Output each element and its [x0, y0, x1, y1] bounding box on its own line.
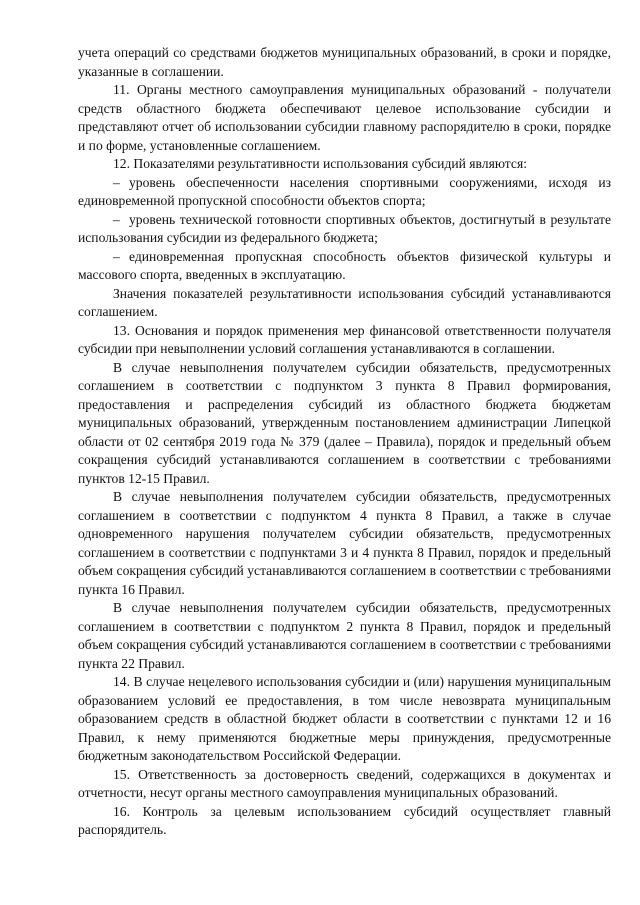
dash-bullet: – — [113, 211, 120, 227]
indicator-item-throughput-capacity — [78, 248, 611, 285]
paragraph-13-case-subpoint-3: В случае невыполнения получателем субсидии обязательств, предусмотренных соглашением в соответствии с подпунктом 3 пункта 8 Правил формирования, предоставления и распределения субсидий из областного бюджета бюджетам муниципальных образований, утвержденным постановлением администрации Липецкой области от 02 сентября 2019 года № 379 (далее – Правила), порядок и предельный объем сокращения субсидий устанавливаются соглашением в соответствии с требованиями пунктов 12-15 Правил. — [78, 359, 611, 486]
document-page — [78, 44, 611, 840]
paragraph-15-accountability: 15. Ответственность за достоверность сведений, содержащихся в документах и отчетности, несут органы местного самоуправления муниципальных образований. — [78, 766, 611, 800]
paragraph-14-misuse: 14. В случае нецелевого использования субсидии и (или) нарушения муниципальным образованием условий ее предоставления, в том числе невозврата муниципальным образованием средств в областной бюджет области в соответствии с пунктами 12 и 16 Правил, к нему применяются бюджетные меры принуждения, предусмотренные бюджетным законодательством Российской Федерации. — [78, 674, 611, 763]
dash-bullet: – — [113, 248, 120, 264]
paragraph-continuation: учета операций со средствами бюджетов муниципальных образований, в сроки и порядке, указанные в соглашении. — [78, 45, 611, 79]
paragraph-13-financial-responsibility: 13. Основания и порядок применения мер финансовой ответственности получателя субсидии при невыполнении условий соглашения устанавливаются в соглашении. — [78, 322, 611, 356]
indicator-text: уровень технической готовности спортивных объектов, достигнутый в результате использования субсидии из федерального бюджета; — [78, 211, 611, 245]
paragraph-12-indicators-heading: 12. Показателями результативности использования субсидий являются: — [113, 156, 527, 171]
indicator-item-technical-readiness — [78, 211, 611, 248]
dash-bullet: – — [113, 174, 120, 190]
paragraph-13-case-subpoint-2: В случае невыполнения получателем субсидии обязательств, предусмотренных соглашением в соответствии с подпунктом 2 пункта 8 Правил, порядок и предельный объем сокращения субсидий устанавливаются соглашением в соответствии с требованиями пункта 22 Правил. — [78, 600, 611, 671]
paragraph-16-control: 16. Контроль за целевым использованием субсидий осуществляет главный распорядитель. — [78, 803, 611, 837]
paragraph-11-reporting: 11. Органы местного самоуправления муниципальных образований - получатели средств областного бюджета обеспечивают целевое использование субсидии и представляют отчет об использовании субсидии главному распорядителю в сроки, порядке и по форме, установленные соглашением. — [78, 82, 611, 153]
indicator-text: единовременная пропускная способность объектов физической культуры и массового спорта, введенных в эксплуатацию. — [78, 248, 611, 282]
indicator-item-sport-facilities — [78, 174, 611, 211]
paragraph-13-case-subpoint-4: В случае невыполнения получателем субсидии обязательств, предусмотренных соглашением в соответствии с подпунктом 4 пункта 8 Правил, а также в случае одновременного нарушения получателем субсидии обязательств, предусмотренных соглашением в соответствии с подпунктами 3 и 4 пункта 8 Правил, порядок и предельный объем сокращения субсидий устанавливаются соглашением в соответствии с требованиями пункта 16 Правил. — [78, 489, 611, 597]
indicator-text: уровень обеспеченности населения спортивными сооружениями, исходя из единовременной пропускной способности объектов спорта; — [78, 174, 611, 208]
paragraph-indicator-values: Значения показателей результативности использования субсидий устанавливаются соглашением. — [78, 285, 611, 319]
